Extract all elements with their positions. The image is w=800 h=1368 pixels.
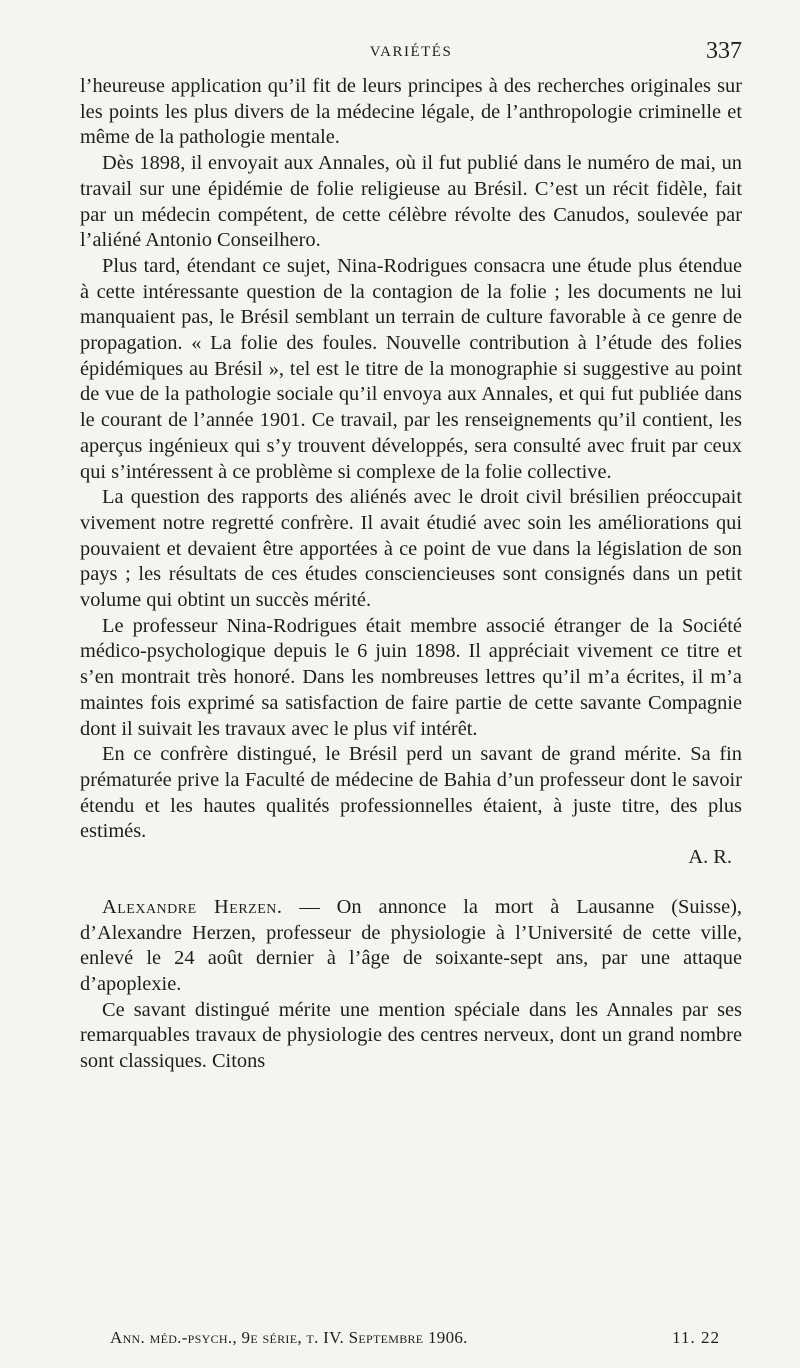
paragraph-8: Ce savant distingué mérite une mention spéciale dans les Annales par ses remarquables travaux de physiologie des centres nerveux, dont un grand nombre sont classiques. Citons — [80, 998, 742, 1073]
page-number: 337 — [706, 38, 742, 64]
page-footer — [110, 1328, 720, 1348]
author-signature: A. R. — [688, 846, 732, 869]
paragraph-2: Dès 1898, il envoyait aux Annales, où il fut publié dans le numéro de mai, un travail sur une épidémie de folie religieuse au Brésil. C’est un récit fidèle, fait par un médecin compétent, de cette célèbre révolte des Canudos, soulevée par l’aliéné Antonio Conseilhero. — [80, 152, 742, 252]
paragraph-3: Plus tard, étendant ce sujet, Nina-Rodrigues consacra une étude plus étendue à cette intéressante question de la contagion de la folie ; les documents ne lui manquaient pas, le Brésil semblant un terrain de culture favorable à ce genre de propagation. « La folie des foules. Nouvelle contribution à l’étude des folies épidémiques au Brésil », tel est le titre de la monographie si suggestive au point de vue de la pathologie sociale qu’il envoya aux Annales, et qui fut publiée dans le courant de l’année 1901. Ce travail, par les renseignements qu’il contient, les aperçus ingénieux qui s’y trouvent développés, sera consulté avec fruit par ceux qui s’intéressent à ce problème si complexe de la folie collective. — [80, 254, 742, 483]
paragraph-1: l’heureuse application qu’il fit de leurs principes à des recherches originales sur les points les plus divers de la médecine légale, de l’anthropologie criminelle et même de la pathologie mentale. — [80, 75, 742, 149]
body-text — [80, 74, 742, 1075]
paragraph-7-text: — On annonce la mort à Lausanne (Suisse), d’Alexandre Herzen, professeur de physiologie à l’Université de cette ville, enlevé le 24 août dernier à l’âge de soixante-sept ans, par une attaque d’apoplexie. — [80, 895, 743, 995]
paragraph-4: La question des rapports des aliénés avec le droit civil brésilien préoccupait vivement notre regretté confrère. Il avait étudié avec soin les améliorations qui pouvaient et devaient être apportées à ce point de vue dans la législation de son pays ; les résultats de ces études consciencieuses sont consignés dans un petit volume qui obtint un succès mérité. — [80, 486, 742, 612]
obituary-name: Alexandre Herzen. — [102, 895, 283, 918]
journal-reference: Ann. méd.-psych., 9e série, t. IV. Septembre 1906. — [110, 1328, 468, 1347]
signature-mark: 11. 22 — [672, 1328, 720, 1347]
section-gap — [80, 871, 742, 895]
paragraph-5: Le professeur Nina-Rodrigues était membre associé étranger de la Société médico-psychologique depuis le 6 juin 1898. Il appréciait vivement ce titre et s’en montrait très honoré. Dans les nombreuses lettres qu’il m’a écrites, il m’a maintes fois exprimé sa satisfaction de faire partie de cette savante Compagnie dont il suivait les travaux avec le plus vif intérêt. — [80, 614, 742, 740]
paragraph-6: En ce confrère distingué, le Brésil perd un savant de grand mérite. Sa fin prématurée prive la Faculté de médecine de Bahia d’un professeur dont le savoir étendu et les hautes qualités professionnelles étaient, à juste titre, des plus estimés. — [80, 743, 742, 843]
running-head — [80, 38, 742, 68]
paragraph-7 — [80, 895, 742, 998]
section-title: VARIÉTÉS — [369, 44, 453, 60]
